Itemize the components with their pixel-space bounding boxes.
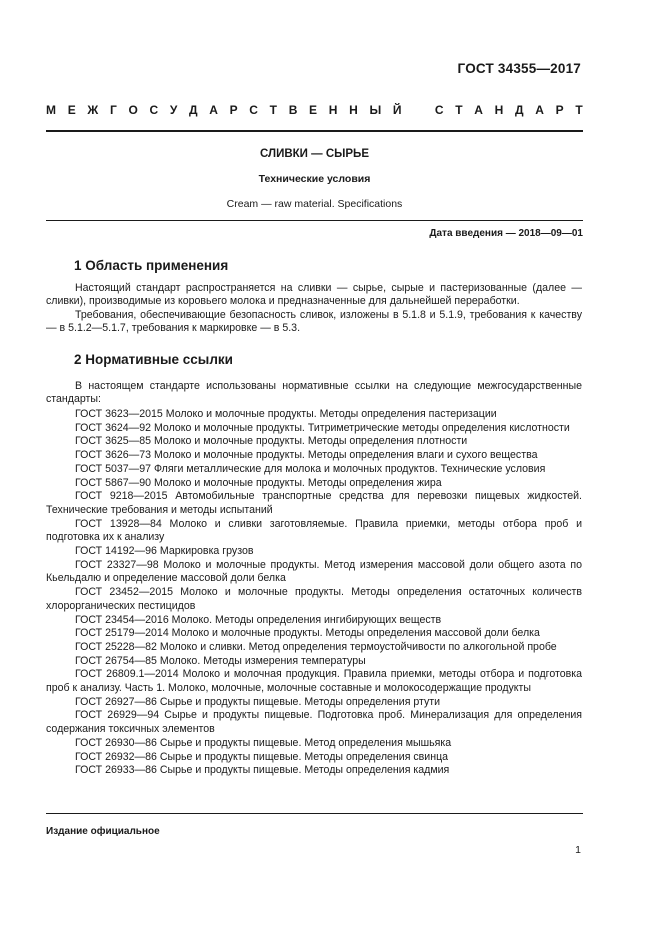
interstate-letter: Н [328, 103, 338, 117]
interstate-letter: Д [515, 103, 524, 117]
interstate-letter: В [288, 103, 298, 117]
section-1-paragraph-2: Требования, обеспечивающие безопасность сливок, изложены в 5.1.8 и 5.1.9, требования к качеству — в 5.1.2—5.1.7, требования к маркировке — в 5.3. [46, 309, 582, 334]
introduction-date: Дата введения — 2018—09—01 [429, 228, 583, 239]
reference-item: ГОСТ 5037—97 Фляги металлические для молока и молочных продуктов. Технические условия [75, 462, 546, 475]
interstate-letter: Д [188, 103, 198, 117]
interstate-letter [413, 103, 423, 117]
interstate-letter: А [209, 103, 218, 117]
section-1-paragraph-1: Настоящий стандарт распространяется на сливки — сырье, сырые и пастеризованные (далее — сливки), производимые из коровьего молока и предназначенные для дальнейшей переработки. [46, 282, 582, 307]
document-subtitle: Технические условия [258, 173, 371, 185]
interstate-letter: М [46, 103, 56, 117]
reference-item: ГОСТ 26933—86 Сырье и продукты пищевые. Методы определения кадмия [75, 764, 450, 777]
interstate-letter: У [169, 103, 178, 117]
header-rule [46, 130, 583, 132]
reference-item: ГОСТ 26927—86 Сырье и продукты пищевые. Методы определения ртути [75, 695, 441, 708]
reference-item: ГОСТ 26930—86 Сырье и продукты пищевые. Метод определения мышьяка [75, 736, 452, 749]
interstate-letter: Е [67, 103, 76, 117]
reference-item: ГОСТ 3626—73 Молоко и молочные продукты. Методы определения влаги и сухого вещества [75, 449, 538, 462]
section-1-heading: 1 Область применения [74, 258, 229, 273]
interstate-letter: Ы [369, 103, 382, 117]
reference-item: ГОСТ 14192—96 Маркировка грузов [75, 545, 254, 558]
reference-item: ГОСТ 5867—90 Молоко и молочные продукты. Методы определения жира [75, 476, 442, 489]
interstate-letter: Н [349, 103, 358, 117]
reference-item: ГОСТ 13928—84 Молоко и сливки заготовляемые. Правила приемки, методы отбора проб и подготовка их к анализу [46, 517, 582, 544]
section-2-intro: В настоящем стандарте использованы нормативные ссылки на следующие межгосударственные стандарты: [46, 380, 582, 405]
interstate-letter: С [249, 103, 258, 117]
reference-item: ГОСТ 26929—94 Сырье и продукты пищевые. Подготовка проб. Минерализация для определения содержания токсичных элементов [46, 709, 582, 736]
interstate-letter: Н [494, 103, 504, 117]
reference-item: ГОСТ 23327—98 Молоко и молочные продукты. Метод измерения массовой доли общего азота по Кьельдалю и определение массовой доли белка [46, 558, 582, 585]
official-edition-label: Издание официальное [46, 826, 160, 837]
reference-item: ГОСТ 25228—82 Молоко и сливки. Метод определения термоустойчивости по алкогольной пробе [75, 640, 557, 653]
interstate-letter: А [535, 103, 544, 117]
interstate-letter: Ж [87, 103, 99, 117]
document-title-english: Cream — raw material. Specifications [226, 198, 403, 210]
references-list [46, 408, 582, 778]
reference-item: ГОСТ 23454—2016 Молоко. Методы определения ингибирующих веществ [75, 613, 442, 626]
interstate-letter: Й [392, 103, 402, 117]
interstate-letter: Г [109, 103, 117, 117]
interstate-standard-banner [46, 103, 583, 117]
interstate-letter: А [474, 103, 483, 117]
document-title: СЛИВКИ — СЫРЬЕ [259, 148, 369, 160]
interstate-letter: Т [455, 103, 463, 117]
interstate-letter: Т [269, 103, 277, 117]
interstate-letter: С [149, 103, 159, 117]
interstate-letter: Е [309, 103, 318, 117]
gost-code: ГОСТ 34355—2017 [457, 61, 581, 76]
reference-item: ГОСТ 3624—92 Молоко и молочные продукты. Титриметрические методы определения кислотности [75, 421, 570, 434]
reference-item: ГОСТ 26932—86 Сырье и продукты пищевые. Методы определения свинца [75, 750, 449, 763]
reference-item: ГОСТ 3623—2015 Молоко и молочные продукты. Методы определения пастеризации [75, 408, 497, 420]
reference-item: ГОСТ 25179—2014 Молоко и молочные продукты. Методы определения массовой доли белка [75, 627, 540, 640]
interstate-letter: Р [229, 103, 238, 117]
footer-rule [46, 813, 583, 814]
reference-item: ГОСТ 26809.1—2014 Молоко и молочная продукция. Правила приемки, методы отбора и подготовка проб к анализу. Часть 1. Молоко, молочные, молочные составные и молокосодержащие продукты [46, 668, 582, 695]
interstate-letter: Т [575, 103, 583, 117]
section-2-heading: 2 Нормативные ссылки [74, 352, 233, 367]
reference-item: ГОСТ 9218—2015 Автомобильные транспортные средства для перевозки пищевых жидкостей. Технические требования и методы испытаний [46, 490, 582, 516]
reference-item: ГОСТ 23452—2015 Молоко и молочные продукты. Методы определения остаточных количеств хлорорганических пестицидов [46, 586, 582, 612]
reference-item: ГОСТ 26754—85 Молоко. Методы измерения температуры [75, 654, 366, 667]
interstate-letter: Р [555, 103, 564, 117]
reference-item: ГОСТ 3625—85 Молоко и молочные продукты. Методы определения плотности [75, 435, 468, 448]
title-rule [46, 220, 583, 221]
interstate-letter: О [128, 103, 138, 117]
page-number: 1 [575, 844, 581, 856]
interstate-letter: С [434, 103, 444, 117]
